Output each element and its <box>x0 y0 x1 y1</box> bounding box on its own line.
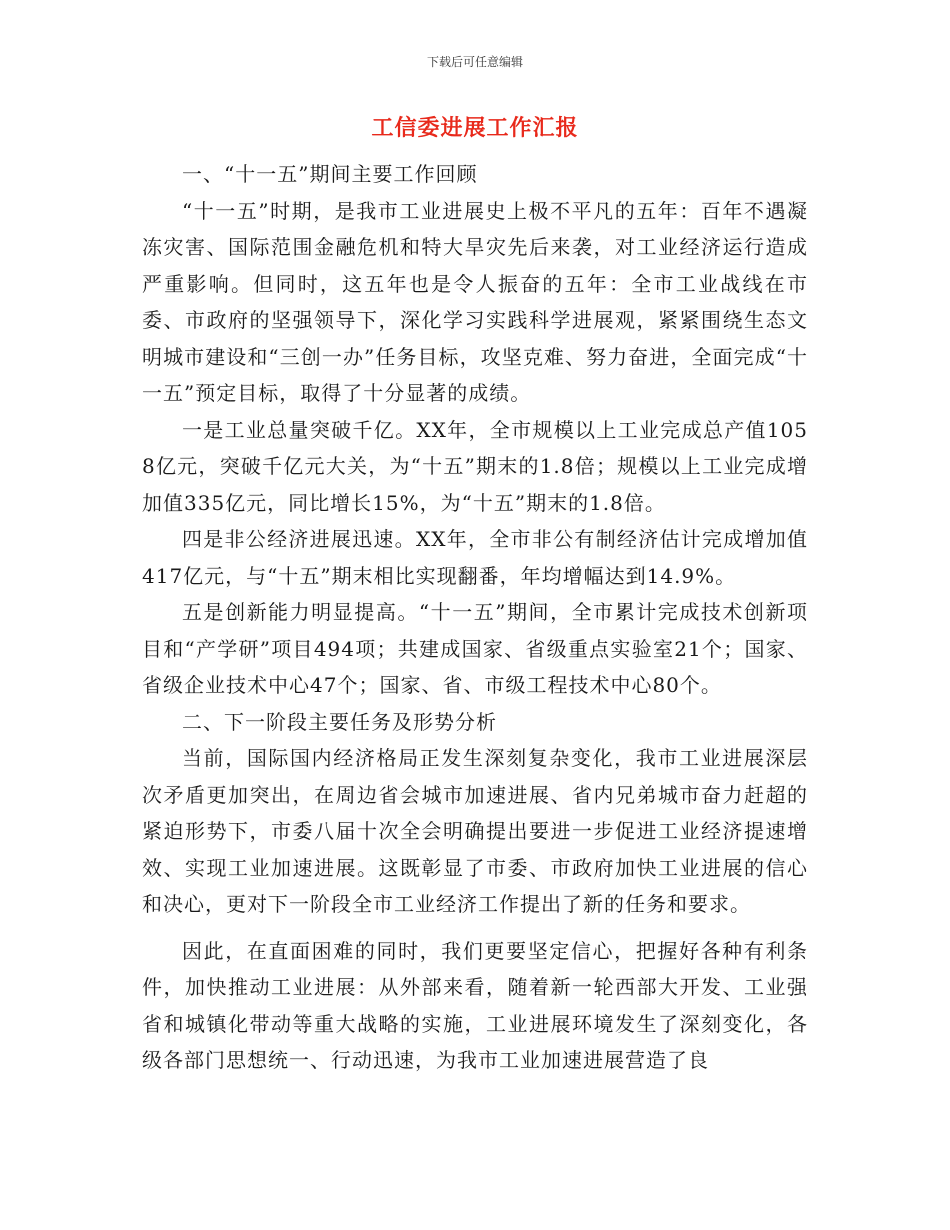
document-body <box>142 156 808 1079</box>
section-heading-tasks: 二、下一阶段主要任务及形势分析 <box>182 709 497 734</box>
section-heading-review: 一、“十一五”期间主要工作回顾 <box>182 162 478 186</box>
document-title: 工信委进展工作汇报 <box>371 115 579 141</box>
page-header: 下载后可任意编辑 <box>426 55 523 69</box>
paragraph-industrial-output: 一是工业总量突破千亿。XX年，全市规模以上工业完成总产值1058亿元，突破千亿元大关，为“十五”期末的1.8倍；规模以上工业完成增加值335亿元，同比增长15%，为“十五”期末的1.8倍。 <box>142 417 808 515</box>
paragraph-current-situation: 当前，国际国内经济格局正发生深刻复杂变化，我市工业进展深层次矛盾更加突出，在周边省会城市加速进展、省内兄弟城市奋力赶超的紧迫形势下，市委八届十次全会明确提出要进一步促进工业经济提速增效、实现工业加速进展。这既彰显了市委、市政府加快工业进展的信心和决心，更对下一阶段全市工业经济工作提出了新的任务和要求。 <box>142 746 808 916</box>
paragraph-non-public-economy: 四是非公经济进展迅速。XX年，全市非公有制经济估计完成增加值417亿元，与“十五”期末相比实现翻番，年均增幅达到14.9%。 <box>142 527 808 588</box>
paragraph-overview: “十一五”时期，是我市工业进展史上极不平凡的五年：百年不遇凝冻灾害、国际范围金融危机和特大旱灾先后来袭，对工业经济运行造成严重影响。但同时，这五年也是令人振奋的五年：全市工业战线在市委、市政府的坚强领导下，深化学习实践科学进展观，紧紧围绕生态文明城市建设和“三创一办”任务目标，攻坚克难、努力奋进，全面完成“十一五”预定目标，取得了十分显著的成绩。 <box>142 198 808 405</box>
paragraph-conditions: 因此，在直面困难的同时，我们更要坚定信心，把握好各种有利条件，加快推动工业进展：从外部来看，随着新一轮西部大开发、工业强省和城镇化带动等重大战略的实施，工业进展环境发生了深刻变化，各级各部门思想统一、行动迅速，为我市工业加速进展营造了良 <box>142 938 808 1072</box>
paragraph-innovation: 五是创新能力明显提高。“十一五”期间，全市累计完成技术创新项目和“产学研”项目494项；共建成国家、省级重点实验室21个；国家、省级企业技术中心47个；国家、省、市级工程技术中心80个。 <box>142 600 808 697</box>
